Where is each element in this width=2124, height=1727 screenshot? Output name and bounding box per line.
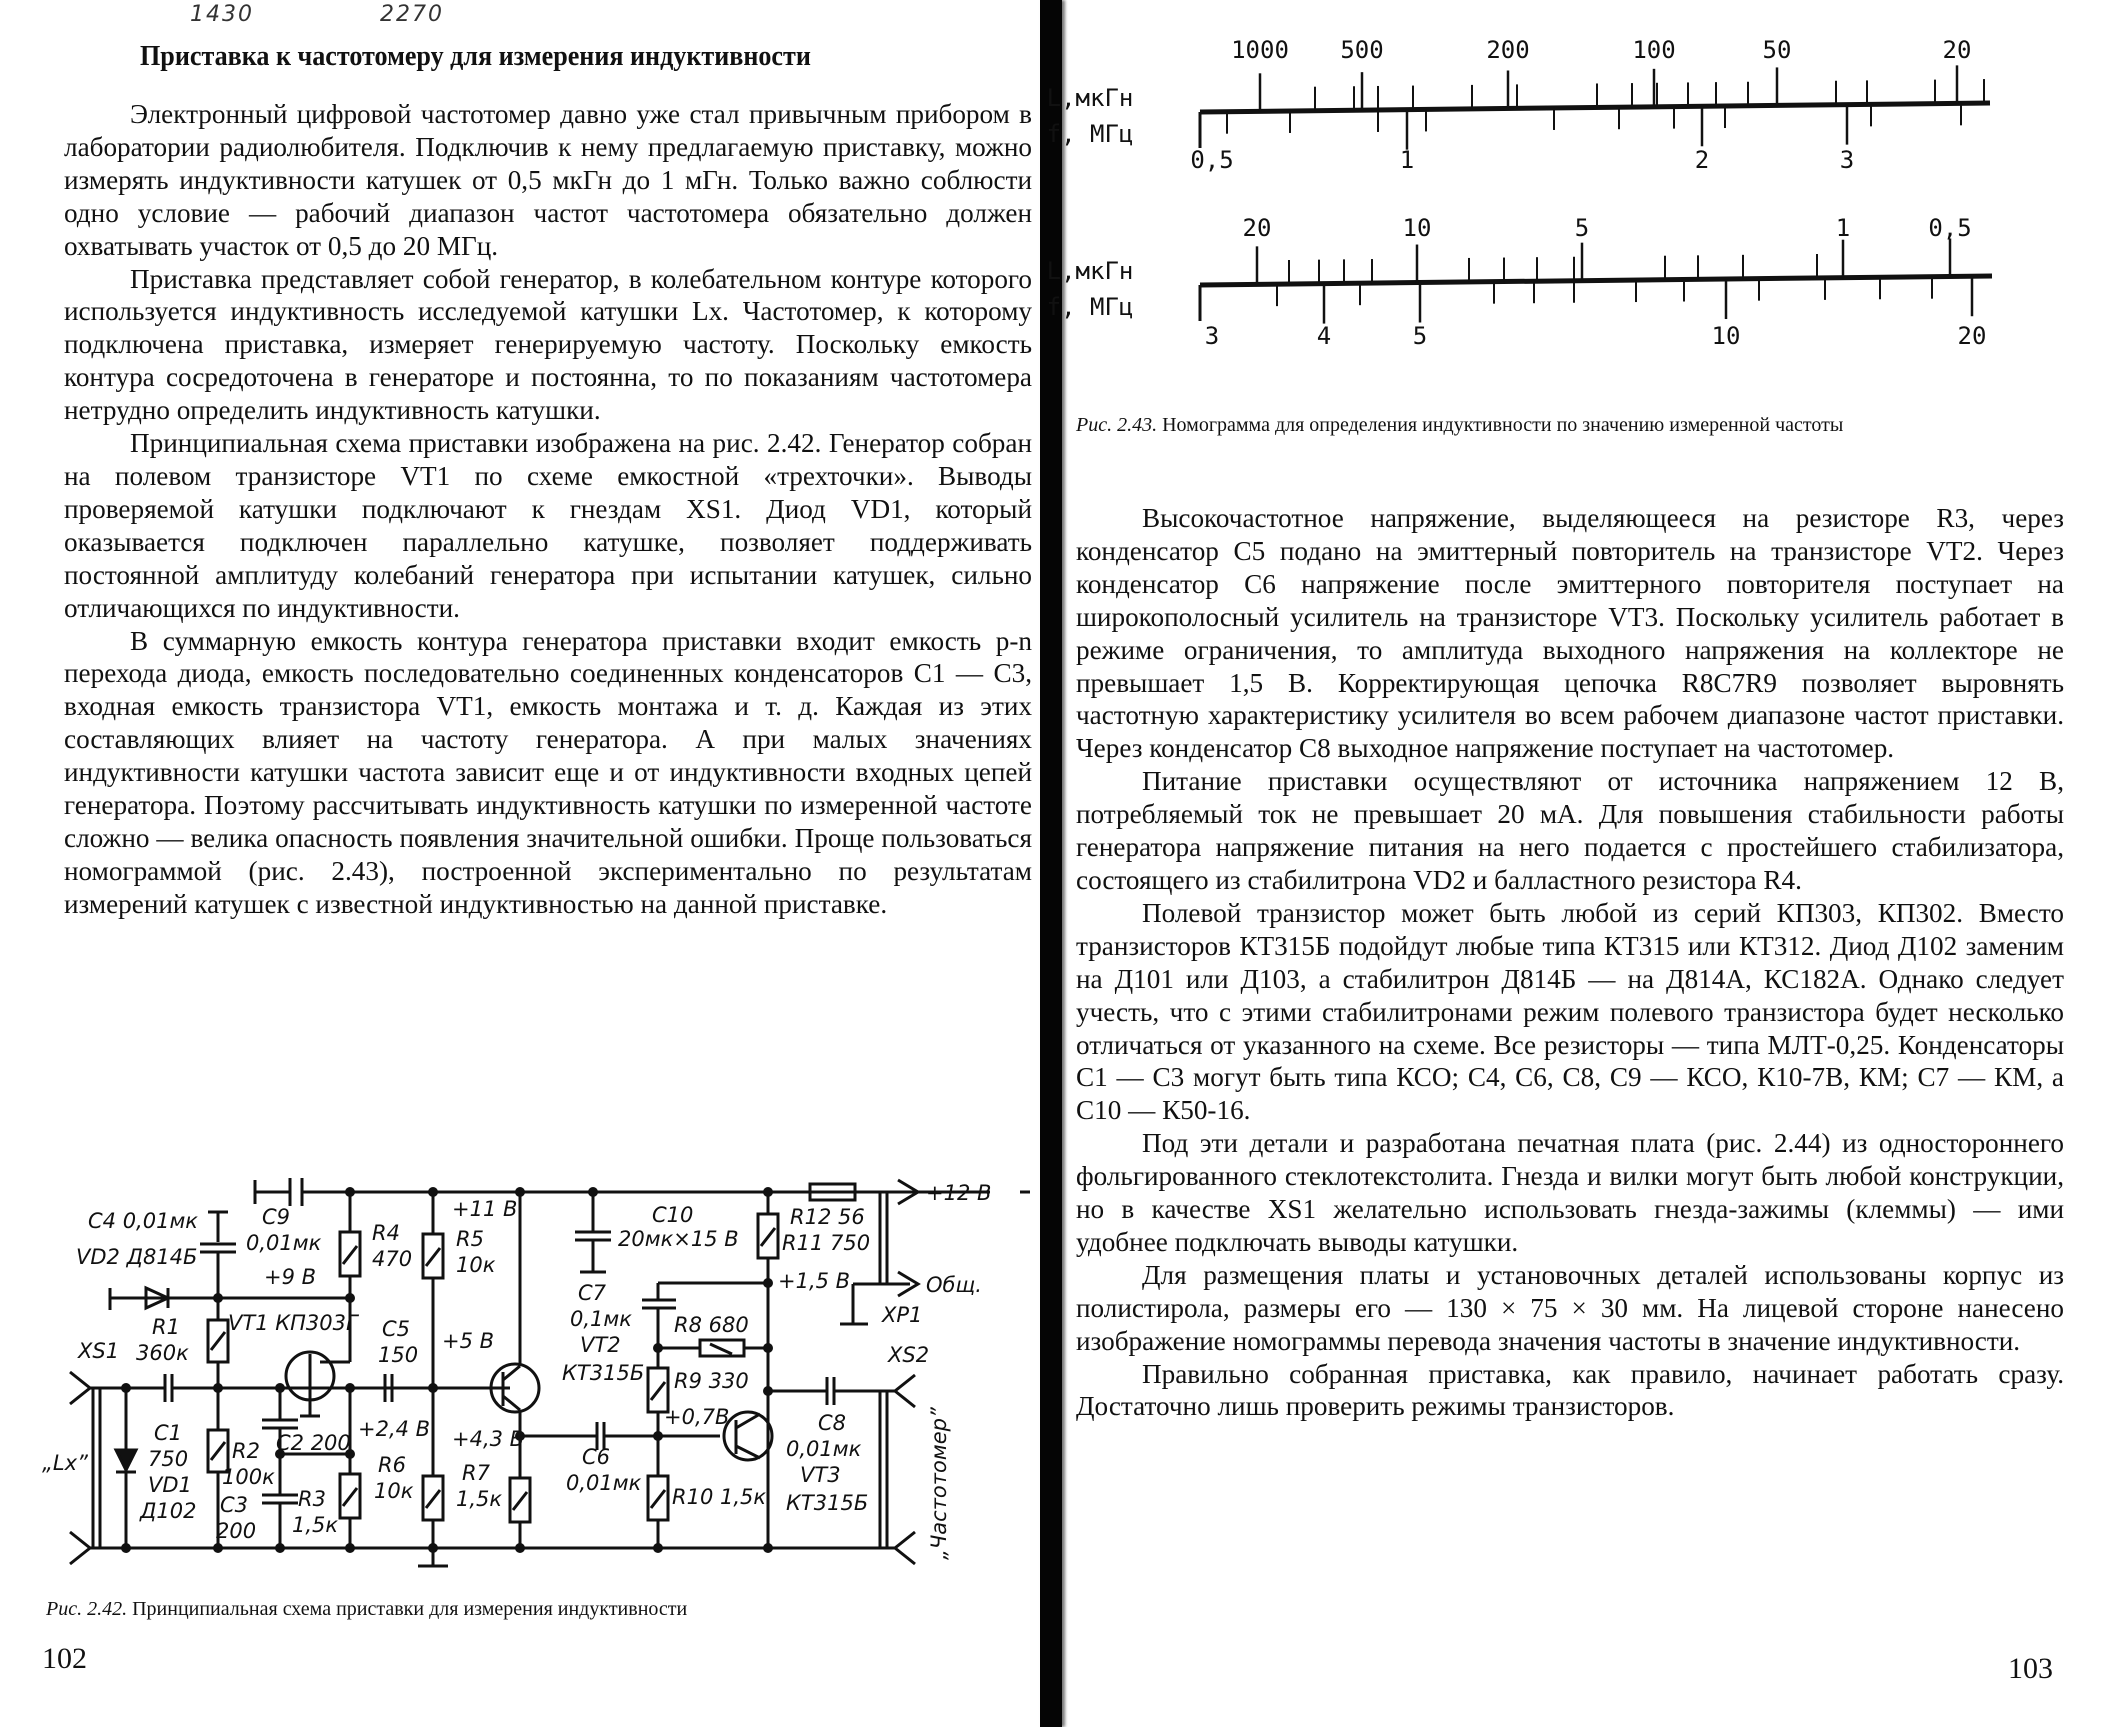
nomogram-L-tick-label: 1 <box>1835 214 1851 242</box>
label-vt3: VT3 <box>800 1463 841 1487</box>
label-r11: R11 750 <box>782 1231 871 1255</box>
label-r5-value: 10к <box>456 1253 496 1277</box>
nomogram-L-tick-label: 20 <box>1942 36 1972 64</box>
label-r3-value: 1,5к <box>292 1513 339 1537</box>
label-vd2: VD2 Д814Б <box>76 1245 198 1269</box>
nomogram-L-tick-label: 5 <box>1574 214 1590 242</box>
label-c10-value: 20мк×15 В <box>618 1227 739 1251</box>
label-r7-value: 1,5к <box>456 1487 503 1511</box>
nomogram-L-tick-label: 10 <box>1402 214 1432 242</box>
label-r4-value: 470 <box>372 1247 413 1271</box>
label-v12: +12 В <box>926 1181 992 1205</box>
paragraph: Под эти детали и разработана печатная плата (рис. 2.44) из одностороннего фольгированного стеклотекстолита. Гнезда и вилки могут быть любой конструкции, но в качестве XS1 желательно использовать гнезда-зажимы (клеммы) — ими удобнее подключать выводы катушки. <box>1076 1128 2064 1257</box>
label-c6: C6 <box>582 1445 611 1469</box>
label-v5: +5 В <box>442 1329 495 1353</box>
label-c9: C9 <box>262 1205 291 1229</box>
paragraph: Электронный цифровой частотомер давно уже стал привычным прибором в лаборатории радиолюбителя. Подключив к нему предлагаемую приставку, можно измерять индуктивности катушек от 0,5 мкГн до 1 мГн. Только важно соблюсти одно условие — рабочий диапазон частот частотомера обязательно должен охватывать участок от 0,5 до 20 МГц. <box>64 99 1032 261</box>
label-c7-value: 0,1мк <box>570 1307 632 1331</box>
label-r2: R2 <box>232 1439 260 1463</box>
label-c5: C5 <box>382 1317 411 1341</box>
caption-text: Принципиальная схема приставки для измерения индуктивности <box>132 1598 688 1620</box>
label-r1: R1 <box>152 1315 180 1339</box>
label-r5: R5 <box>456 1227 484 1251</box>
label-c6-value: 0,01мк <box>566 1471 642 1495</box>
label-c5-value: 150 <box>378 1343 419 1367</box>
label-v9: +9 В <box>264 1265 317 1289</box>
label-xp1: XP1 <box>882 1303 923 1327</box>
label-v43: +4,3 В <box>452 1427 525 1451</box>
label-v11: +11 В <box>452 1197 518 1221</box>
page-number-right: 103 <box>2008 1652 2053 1685</box>
paragraph: Высокочастотное напряжение, выделяющееся на резисторе R3, через конденсатор C5 подано на эмиттерный повторитель на транзисторе VT2. Через конденсатор C6 напряжение после эмиттерного повторителя поступает на широкополосный усилитель на транзисторе VT3. Поскольку усилитель работает в режиме ограничения, то амплитуда выходного напряжения на коллекторе не превышает 1,5 В. Корректирующая цепочка R8C7R9 позволяет выровнять частотную характеристику усилителя во всем рабочем диапазоне частот приставки. Через конденсатор C8 выходное напряжение поступает на частотомер. <box>1076 503 2064 764</box>
nomogram-f-tick-label: 3 <box>1204 322 1220 350</box>
nomogram-figure <box>1046 0 2124 380</box>
nomogram-f-tick-label: 3 <box>1839 146 1855 174</box>
label-gnd: Общ. <box>926 1273 982 1297</box>
nomogram-axis-label-f: f, МГц <box>1046 293 1134 321</box>
label-r1-value: 360к <box>136 1341 189 1365</box>
label-c9-value: 0,01мк <box>246 1231 322 1255</box>
label-c2: C2 200 <box>276 1431 351 1455</box>
label-c8-value: 0,01мк <box>786 1437 862 1461</box>
label-vt1: VT1 КП303Г <box>228 1311 358 1335</box>
paragraph: В суммарную емкость контура генератора приставки входит емкость p-n перехода диода, емкость последовательно соединенных конденсаторов C1 — C3, входная емкость транзистора VT1, емкость монтажа и т. д. Каждая из этих составляющих влияет на частоту генератора. А при малых значениях индуктивности катушки частота зависит еще и от индуктивности входных цепей генератора. Поэтому рассчитывать индуктивность катушки по измеренной частоте сложно — велика опасность появления значительной ошибки. Проще пользоваться номограммой (рис. 2.43), построенной экспериментально по результатам измерений катушек с известной индуктивностью на данной приставке. <box>64 625 1032 919</box>
nomogram-L-tick-label: 500 <box>1340 36 1384 64</box>
circuit-schematic <box>0 1140 1040 1580</box>
nomogram-f-tick-label: 5 <box>1412 322 1428 350</box>
label-r7: R7 <box>462 1461 490 1485</box>
paragraph: Для размещения платы и установочных деталей использованы корпус из полистирола, размеры его — 130 × 75 × 30 мм. На лицевой стороне нанесено изображение номограммы перевода значения частоты в значение индуктивности. <box>1076 1259 2064 1356</box>
nomogram-L-tick-label: 20 <box>1242 214 1272 242</box>
paragraph: Принципиальная схема приставки изображена на рис. 2.42. Генератор собран на полевом транзисторе VT1 по схеме емкостной «трехточки». Выводы проверяемой катушки подключают к гнездам XS1. Диод VD1, который оказывается подключен параллельно катушке, позволяет поддерживать постоянной амплитуду колебаний генератора при испытании катушек, сильно отличающихся по индуктивности. <box>64 428 1032 623</box>
nomogram-axis-label-L: L,мкГн <box>1046 257 1134 285</box>
label-r3: R3 <box>298 1487 326 1511</box>
left-page <box>0 0 1040 1727</box>
label-vd1: VD1 <box>148 1473 192 1497</box>
figure-caption-2-43 <box>1076 412 2076 439</box>
label-vt2-value: КТ315Б <box>562 1361 645 1385</box>
left-text-block <box>64 98 1032 921</box>
paragraph: Полевой транзистор может быть любой из серий КП303, КП302. Вместо транзисторов КТ315Б подойдут любые типа КТ315 или КТ312. Диод Д102 заменим на Д101 или Д103, а стабилитрон Д814Б — на Д814А, КС182А. Однако следует учесть, что с этими стабилитронами режим полевого транзистора будет несколько отличаться от указанного на схеме. Все резисторы — типа МЛТ-0,25. Конденсаторы C1 — C3 могут быть типа КСО; C4, C6, C8, C9 — КСО, К10-7В, КМ; C7 — КМ, а C10 — К50-16. <box>1076 897 2064 1126</box>
paragraph: Приставка представляет собой генератор, в колебательном контуре которого используется индуктивность исследуемой катушки Lx. Частотомер, к которому подключена приставка, измеряет генерируемую частоту. Поскольку емкость контура сосредоточена в генераторе и постоянна, то по показаниям частотомера нетрудно определить индуктивность катушки. <box>64 263 1032 426</box>
label-r6-value: 10к <box>374 1479 414 1503</box>
label-vt2: VT2 <box>580 1333 621 1357</box>
label-r4: R4 <box>372 1221 400 1245</box>
handwritten-note: 2270 <box>380 2 444 27</box>
label-frequency-meter: „Частотомер” <box>927 1407 951 1560</box>
page-number-left: 102 <box>42 1642 87 1675</box>
label-c4: C4 0,01мк <box>88 1209 198 1233</box>
nomogram-f-tick-label: 20 <box>1957 322 1987 350</box>
label-xs1: XS1 <box>78 1339 120 1363</box>
nomogram-L-tick-label: 50 <box>1762 36 1792 64</box>
label-v15: +1,5 В <box>778 1269 851 1293</box>
nomogram-f-tick-label: 0,5 <box>1190 146 1234 174</box>
nomogram-f-tick-label: 1 <box>1399 146 1415 174</box>
article-title: Приставка к частотомеру для измерения индуктивности <box>140 40 811 72</box>
label-r2-value: 100к <box>222 1465 275 1489</box>
label-xs2: XS2 <box>888 1343 930 1367</box>
figure-caption-2-42 <box>46 1596 687 1623</box>
label-c7: C7 <box>578 1281 607 1305</box>
label-r8: R8 680 <box>674 1313 749 1337</box>
label-c8: C8 <box>818 1411 847 1435</box>
label-lx: „Lx” <box>42 1451 88 1475</box>
right-text-block <box>1076 502 2064 1423</box>
right-page <box>1046 0 2124 1727</box>
paragraph: Правильно собранная приставка, как правило, начинает работать сразу. Достаточно лишь проверить режимы транзисторов. <box>1076 1358 2064 1422</box>
nomogram-axis-label-f: f, МГц <box>1046 120 1134 148</box>
caption-label: Рис. 2.43. <box>1076 414 1158 436</box>
label-c10: C10 <box>652 1203 694 1227</box>
label-c3: C3 <box>220 1493 249 1517</box>
caption-label: Рис. 2.42. <box>46 1598 128 1620</box>
nomogram-L-tick-label: 200 <box>1486 36 1530 64</box>
nomogram-axis-label-L: L,мкГн <box>1046 84 1134 112</box>
label-vt3-value: КТ315Б <box>786 1491 869 1515</box>
nomogram-L-tick-label: 100 <box>1632 36 1676 64</box>
label-c1: C1 <box>154 1421 183 1445</box>
label-r9: R9 330 <box>674 1369 749 1393</box>
label-r10: R10 1,5к <box>672 1485 767 1509</box>
label-r6: R6 <box>378 1453 406 1477</box>
nomogram-f-tick-label: 4 <box>1316 322 1332 350</box>
paragraph: Питание приставки осуществляют от источника напряжением 12 В, потребляемый ток не превышает 20 мА. Для повышения стабильности работы генератора напряжение питания на него подается с простейшего стабилизатора, состоящего из стабилитрона VD2 и балластного резистора R4. <box>1076 766 2064 895</box>
nomogram-f-tick-label: 10 <box>1711 322 1741 350</box>
nomogram-L-tick-label: 0,5 <box>1928 214 1972 242</box>
label-vd1-value: Д102 <box>140 1499 197 1523</box>
label-c3-value: 200 <box>216 1519 257 1543</box>
label-v07: +0,7В <box>664 1405 730 1429</box>
label-c1-value: 750 <box>148 1447 189 1471</box>
nomogram-L-tick-label: 1000 <box>1231 36 1289 64</box>
nomogram-f-tick-label: 2 <box>1694 146 1710 174</box>
handwritten-note: 1430 <box>190 2 254 27</box>
label-r12: R12 56 <box>790 1205 865 1229</box>
label-v24: +2,4 В <box>358 1417 431 1441</box>
caption-text: Номограмма для определения индуктивности по значению измеренной частоты <box>1162 414 1844 436</box>
